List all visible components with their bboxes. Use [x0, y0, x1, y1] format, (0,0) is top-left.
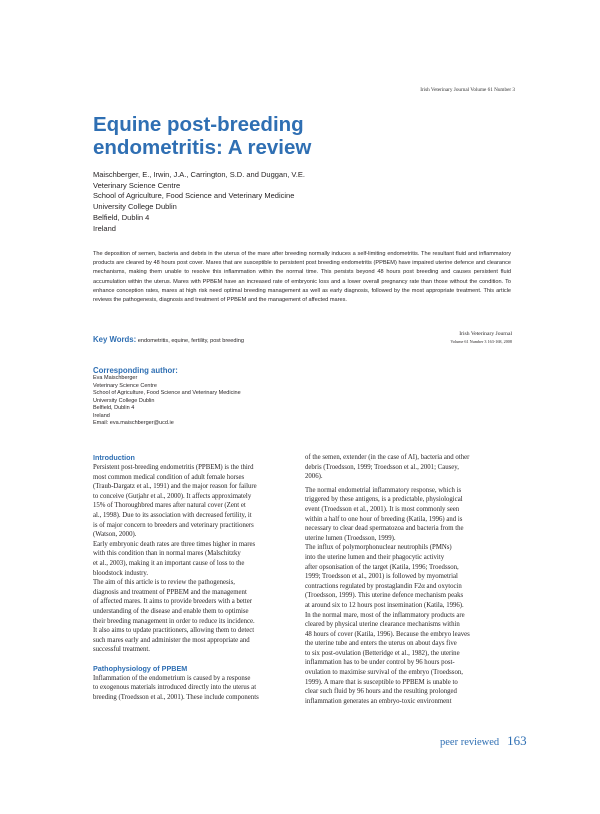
- pathophysiology-heading: Pathophysiology of PPBEM: [93, 663, 188, 673]
- text-line: breeding (Troedsson et al., 2001). These include components: [93, 694, 259, 702]
- text-line: It also aims to update practitioners, allowing them to detect: [93, 627, 255, 635]
- affiliation-line: Ireland: [93, 223, 116, 233]
- corr-line: University College Dublin: [93, 397, 155, 404]
- text-line: 15% of Thoroughbred mares after natural cover (Zent et: [93, 502, 246, 510]
- affiliation-line: Belfield, Dublin 4: [93, 212, 150, 222]
- text-line: contractions regulated by prostaglandin F2α and oxytocin: [305, 582, 462, 590]
- text-line: of affected mares. It aims to provide breeders with a better: [93, 598, 252, 606]
- text-line: The normal endometrial inflammatory response, which is: [305, 486, 462, 494]
- page-footer: [440, 732, 527, 750]
- text-line: clear such fluid by 96 hours and the resulting prolonged: [305, 688, 457, 696]
- text-line: Early embryonic death rates are three times higher in mares: [93, 540, 256, 548]
- keywords: [93, 335, 244, 344]
- affiliation-line: School of Agriculture, Food Science and Veterinary Medicine: [93, 191, 295, 201]
- keywords-label: Key Words:: [93, 335, 137, 344]
- text-line: within a half to one hour of breeding (Katila, 1996) and is: [305, 515, 463, 523]
- text-line: understanding of the disease and enable them to optimise: [93, 607, 249, 615]
- corr-line: Veterinary Science Centre: [93, 382, 157, 389]
- text-line: uterine lumen (Troedsson, 1999).: [305, 534, 396, 542]
- text-line: is of major concern to breeders and veterinary practitioners: [93, 521, 254, 529]
- text-line: at around six to 12 hours post insemination (Katila, 1996).: [305, 601, 464, 609]
- text-line: (Traub-Dargatz et al., 1991) and the major reason for failure: [93, 483, 257, 491]
- text-line: into the uterine lumen and their phagocytic activity: [305, 553, 445, 561]
- text-line: The aim of this article is to review the pathogenesis,: [93, 579, 235, 587]
- citation-journal: Irish Veterinary Journal: [459, 331, 512, 337]
- text-line: to conceive (Gutjahr et al., 2000). It affects approximately: [93, 492, 252, 500]
- text-line: bloodstock industry.: [93, 569, 149, 577]
- text-line: 1999; Troedsson et al., 2001) is followed by myometrial: [305, 573, 458, 581]
- right-column: [305, 453, 514, 706]
- peer-reviewed-label: peer reviewed: [440, 737, 500, 748]
- right-paragraph-2: [305, 486, 514, 544]
- text-line: to six post-ovulation (Betteridge et al., 1982), the uterine: [305, 649, 460, 657]
- text-line: al., 1998). Due to its association with decreased fertility, it: [93, 511, 252, 519]
- text-line: most common medical condition of adult female horses: [93, 473, 245, 481]
- left-column: [93, 453, 302, 703]
- intro-paragraph-1: [93, 463, 302, 540]
- text-line: the uterine tube and enters the uterus on about days five: [305, 640, 457, 648]
- right-paragraph-1: [305, 453, 514, 482]
- text-line: In the normal mare, most of the inflammatory products are: [305, 611, 465, 619]
- text-line: such mares early and administer the most appropriate and: [93, 636, 250, 644]
- text-line: 48 hours of cover (Katila, 1996). Because the embryo leaves: [305, 630, 470, 638]
- authors-line: Maischberger, E., Irwin, J.A., Carrington, S.D. and Duggan, V.E.: [93, 170, 305, 179]
- article-title: [93, 113, 423, 159]
- affiliation-line: Veterinary Science Centre: [93, 180, 181, 190]
- text-line: (Watson, 2000).: [93, 531, 137, 539]
- text-line: et al., 2003), making it an important cause of loss to the: [93, 559, 245, 567]
- intro-heading: Introduction: [93, 453, 135, 462]
- intro-paragraph-3: [93, 578, 302, 655]
- corresponding-heading: Corresponding author:: [93, 366, 178, 375]
- text-line: diagnosis and treatment of PPBEM and the management: [93, 588, 247, 596]
- authors-affiliation: [93, 170, 305, 234]
- corr-line: Eva Maischberger: [93, 375, 138, 381]
- right-paragraph-3: [305, 543, 514, 706]
- title-line-2: endometritis: A review: [93, 136, 312, 159]
- text-line: of the semen, extender (in the case of AI), bacteria and other: [305, 454, 470, 461]
- corr-line: Ireland: [93, 412, 110, 419]
- text-line: The influx of polymorphonuclear neutrophils (PMNs): [305, 544, 452, 552]
- text-line: Persistent post-breeding endometritis (PPBEM) is the third: [93, 464, 254, 471]
- text-line: cleared by physical uterine clearance mechanisms within: [305, 621, 460, 629]
- intro-paragraph-2: [93, 540, 302, 578]
- affiliation-line: University College Dublin: [93, 202, 177, 212]
- corr-email: Email: eva.maischberger@ucd.ie: [93, 420, 174, 426]
- corresponding-author: [93, 366, 241, 428]
- text-line: successful treatment.: [93, 646, 150, 654]
- corr-line: Belfield, Dublin 4: [93, 405, 135, 411]
- text-line: inflammation has to be under control by 96 hours post-: [305, 659, 455, 667]
- journal-running-header: Irish Veterinary Journal Volume 61 Number 3: [420, 87, 515, 93]
- title-line-1: Equine post-breeding: [93, 113, 304, 136]
- text-line: debris (Troedsson, 1999; Troedsson et al., 2001; Causey,: [305, 463, 459, 471]
- text-line: 2006).: [305, 473, 323, 481]
- text-line: to exogenous materials introduced directly into the uterus at: [93, 684, 257, 692]
- text-line: ovulation to maximise survival of the embryo (Troedsson,: [305, 669, 463, 677]
- keywords-text: endometritis, equine, fertility, post breeding: [137, 338, 244, 344]
- text-line: 1999). A mare that is susceptible to PPBEM is unable to: [305, 678, 458, 686]
- text-line: inflammation generates an embryo-toxic environment: [305, 697, 452, 705]
- citation: [360, 331, 512, 344]
- pathophysiology-paragraph-1: [93, 674, 302, 703]
- text-line: (Troedsson, 1999). This uterine defence mechanism peaks: [305, 592, 464, 600]
- text-line: Inflammation of the endometrium is caused by a response: [93, 674, 251, 682]
- text-line: necessary to clear dead spermatozoa and bacteria from the: [305, 525, 464, 533]
- citation-ref: Volume 61 Number 3 163-168, 2008: [450, 339, 512, 344]
- text-line: with this condition than in normal mares (Malschitzky: [93, 550, 241, 558]
- abstract: The deposition of semen, bacteria and debris in the uterus of the mare after breeding normally induces a self-limiting endometritis. The resultant fluid and inflammatory products are cleared by 48 hours post cover. Mares that are susceptible to persistent post breeding endometritis (PPBEM) have impaired uterine defence and clearance mechanisms, making them unable to resolve this inflammation within the normal time. This persists beyond 48 hours post breeding and causes persistent fluid accumulation within the uterus. Mares with PPBEM have an increased rate of embryonic loss and a lower overall pregnancy rate than those without the condition. To enhance conception rates, mares at high risk need optimal breeding management as well as early diagnosis, followed by the most appropriate treatment. This article reviews the pathogenesis, diagnosis and treatment of PPBEM and the management of affected mares.: [93, 251, 511, 304]
- text-line: triggered by these antigens, is a predictable, physiological: [305, 496, 463, 504]
- text-line: their breeding management in order to reduce its incidence.: [93, 617, 255, 625]
- text-line: event (Troedsson et al., 2001). It is most commonly seen: [305, 505, 460, 513]
- corr-line: School of Agriculture, Food Science and Veterinary Medicine: [93, 390, 241, 396]
- page-number: 163: [507, 733, 527, 748]
- text-line: after opsonisation of the target (Katila, 1996; Troedsson,: [305, 563, 459, 571]
